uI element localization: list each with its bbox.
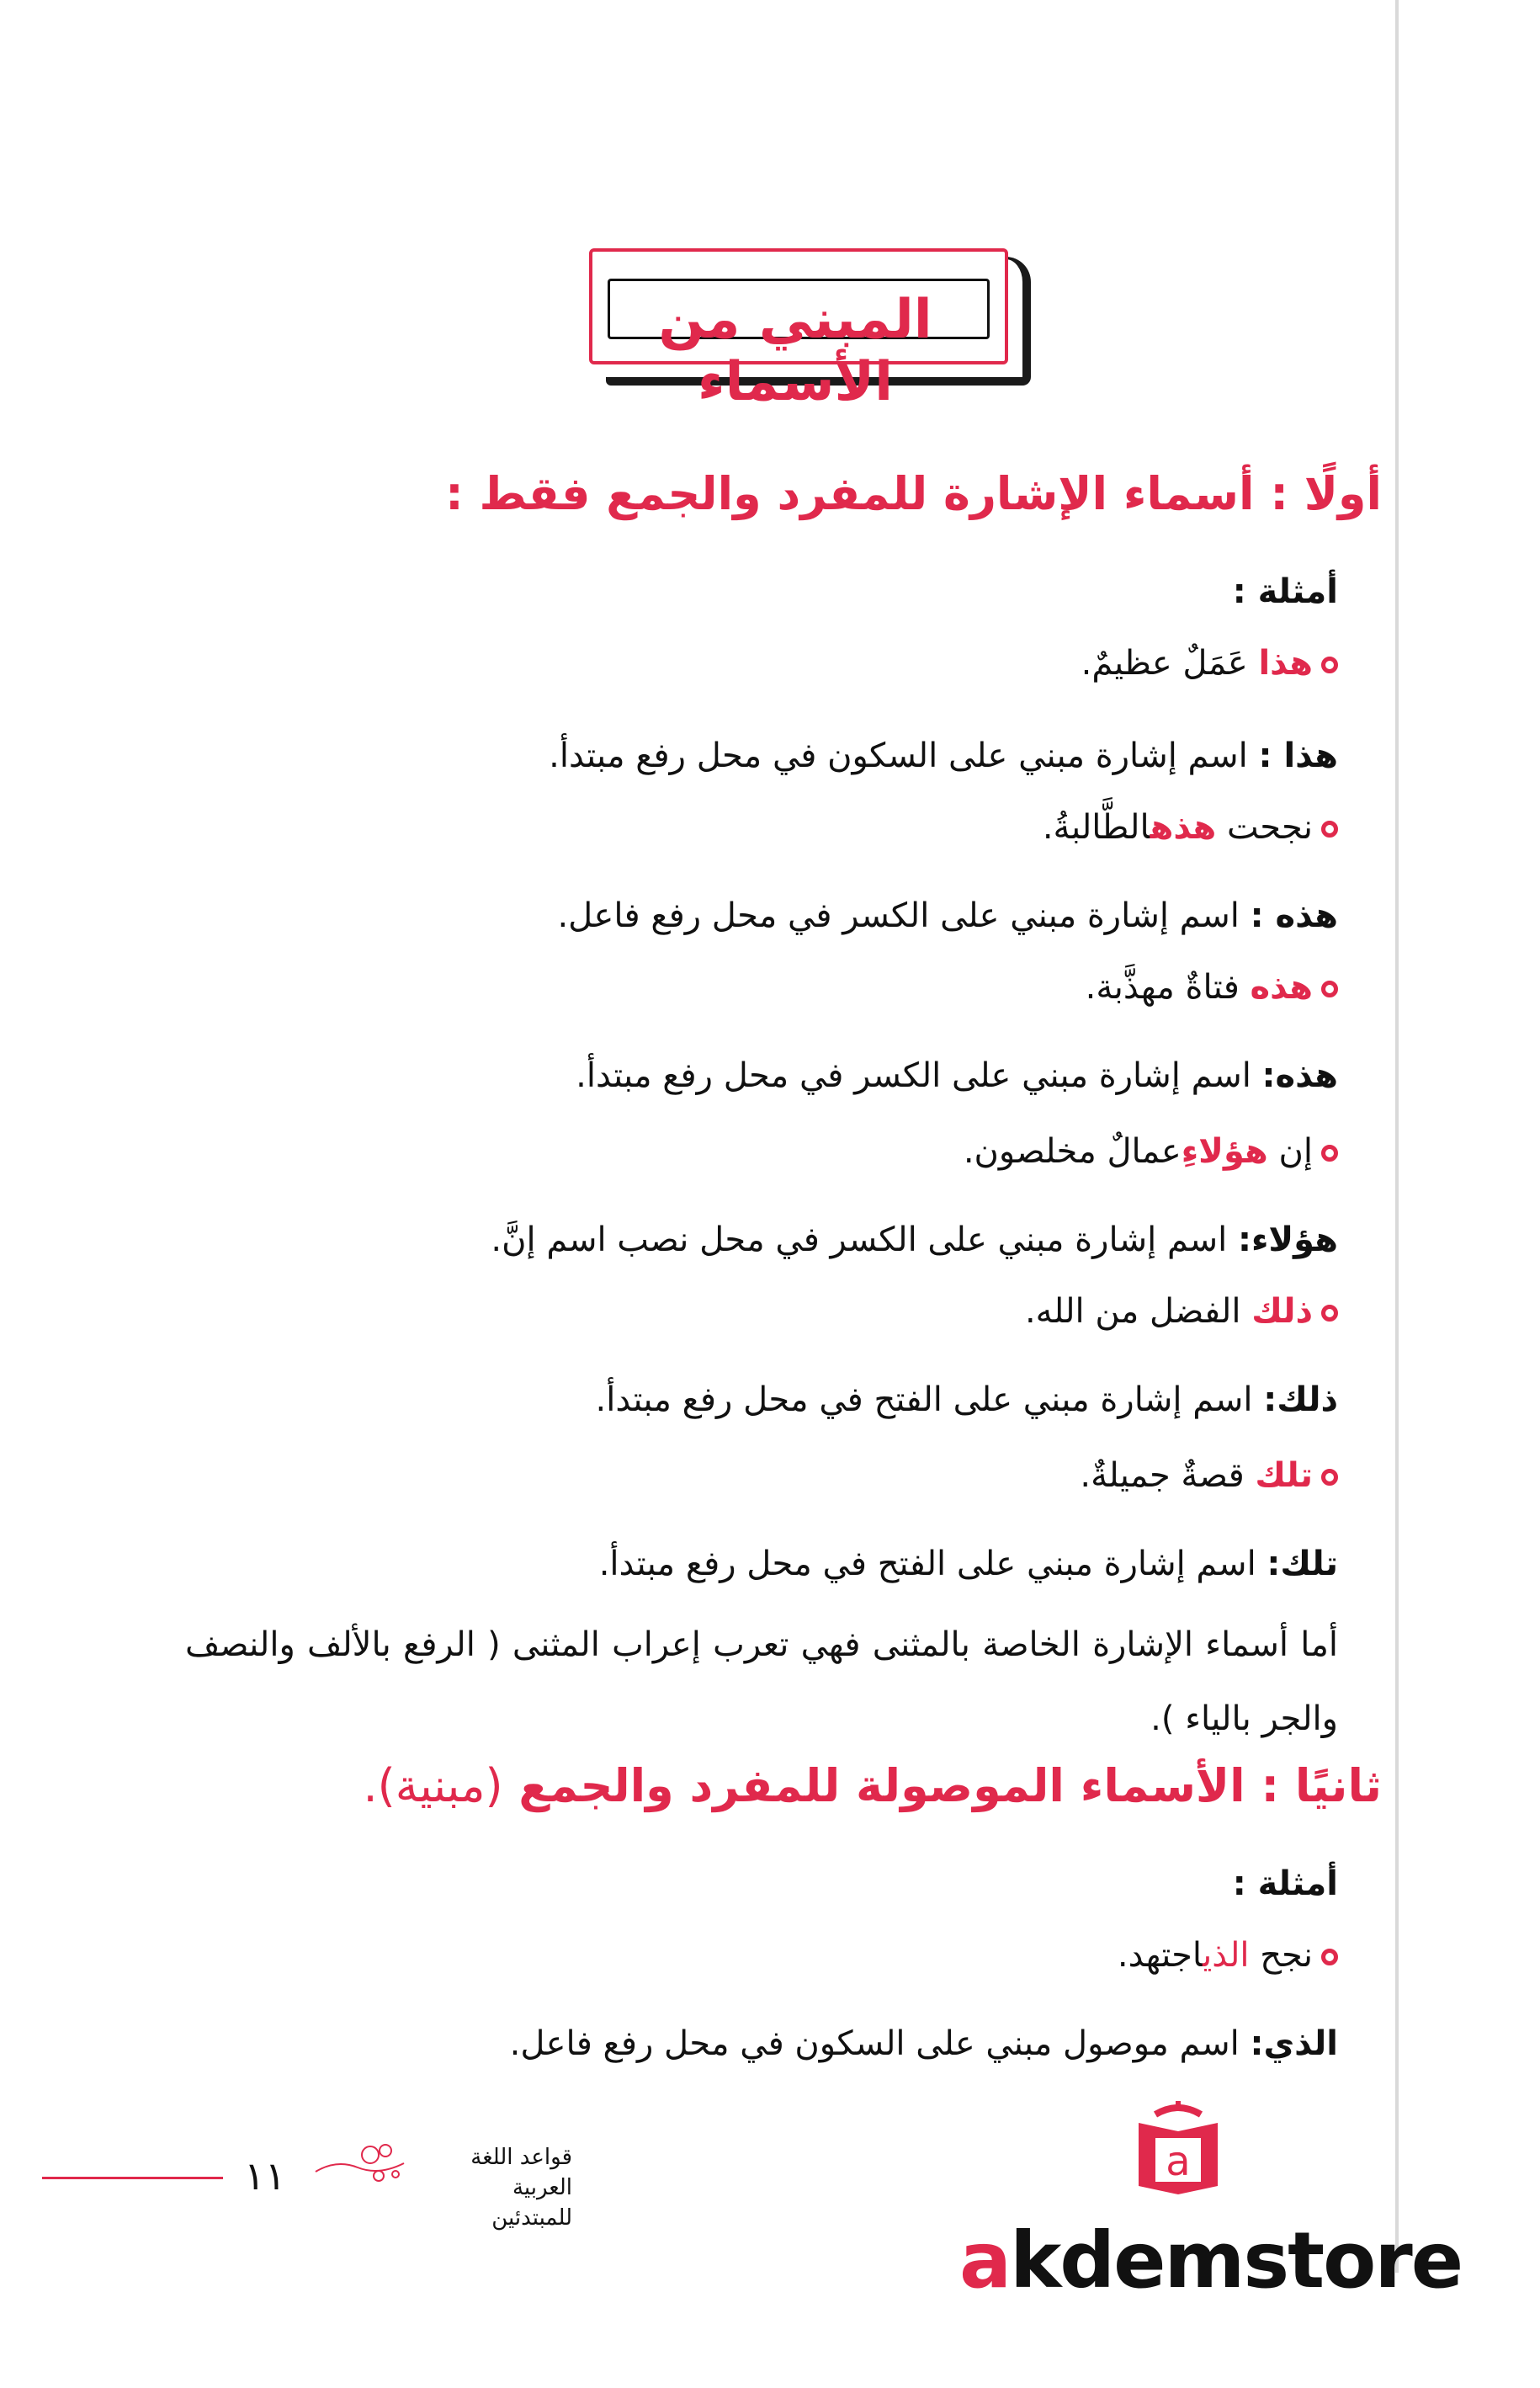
explanation-text: اسم إشارة مبني على الكسر في محل رفع مبتدأ. (576, 1056, 1251, 1095)
dual-note-paragraph: أما أسماء الإشارة الخاصة بالمثنى فهي تعرب إعراب المثنى ( الرفع بالألف والنصف والجر بالياء ). (185, 1625, 1338, 1738)
example-rest: اجتهد. (1117, 1936, 1203, 1975)
example-rest: قصةٌ جميلةٌ. (1080, 1456, 1245, 1495)
page-title: المبني من الأسماء (658, 289, 932, 413)
explanation-word: ذلك: (1263, 1380, 1338, 1419)
example-6 (1080, 1456, 1338, 1495)
demonstrative-word: هذه (1250, 968, 1313, 1007)
akdemstore-logo (959, 2215, 1462, 2306)
bullet-icon (1321, 657, 1338, 673)
page-number: ١١ (244, 2153, 286, 2199)
book-title-line-1: قواعد اللغة العربية (470, 2145, 572, 2200)
example-rest: الفضل من الله. (1024, 1292, 1241, 1331)
book-title (421, 2142, 572, 2233)
example-5 (1025, 1292, 1338, 1331)
demonstrative-word: ذلك (1251, 1292, 1313, 1331)
section-2-examples-label: أمثلة : (1232, 1864, 1338, 1903)
book-title-line-2: للمبتدئين (491, 2205, 572, 2231)
bullet-icon (1321, 821, 1338, 838)
example-4 (964, 1132, 1338, 1171)
logo-badge-letter: a (1166, 2138, 1191, 2185)
explanation-1 (549, 737, 1338, 775)
explanation-word: هذه: (1261, 1056, 1338, 1095)
logo-rest: kdemstore (1010, 2215, 1463, 2306)
explanation-text: اسم إشارة مبني على الكسر في محل رفع فاعل. (557, 896, 1240, 935)
example-pre: نجح (1260, 1936, 1313, 1975)
section-2-heading-paren: (مبنية). (363, 1759, 503, 1812)
bullet-icon (1321, 1145, 1338, 1162)
explanation-6 (599, 1545, 1338, 1583)
example-pre: إن (1278, 1132, 1313, 1171)
explanation-4 (491, 1221, 1338, 1259)
demonstrative-word: هذا (1258, 644, 1313, 683)
explanation-text: اسم إشارة مبني على السكون في محل رفع مبتدأ. (549, 737, 1248, 775)
bullet-icon (1321, 1469, 1338, 1486)
section-2-heading-text: ثانيًا : الأسماء الموصولة للمفرد والجمع (518, 1759, 1382, 1812)
explanation-word: الذي: (1250, 2024, 1338, 2063)
section-1-examples-label: أمثلة : (1232, 572, 1338, 611)
section-2-heading (364, 1759, 1382, 1812)
demonstrative-word: تلك (1255, 1456, 1313, 1495)
example-rest: فتاةٌ مهذَّبة. (1085, 968, 1240, 1007)
bullet-icon (1321, 1949, 1338, 1965)
bullet-icon (1321, 1305, 1338, 1322)
title-box (589, 248, 1031, 413)
explanation-word: هذا : (1258, 737, 1338, 775)
example-rest: عمالٌ مخلصون. (963, 1132, 1182, 1171)
example-3 (1086, 968, 1338, 1007)
explanation-word: تلك: (1267, 1545, 1338, 1583)
floral-flourish-icon (311, 2134, 412, 2193)
section-1-heading: أولًا : أسماء الإشارة للمفرد والجمع فقط : (445, 467, 1382, 520)
example-rest: عَمَلٌ عظيمٌ. (1081, 644, 1248, 683)
explanation-7 (510, 2024, 1338, 2063)
example-pre: نجحت (1226, 808, 1313, 847)
explanation-text: اسم إشارة مبني على الكسر في محل نصب اسم إنَّ. (491, 1221, 1228, 1259)
example-2 (1043, 808, 1338, 847)
relative-pronoun-word: الذي (1203, 1936, 1250, 1975)
explanation-5 (596, 1380, 1338, 1419)
explanation-2 (557, 896, 1338, 935)
page-edge-line (1395, 0, 1399, 2273)
demonstrative-word: هذه (1150, 808, 1217, 847)
akdemstore-book-icon (1130, 2098, 1226, 2199)
logo-letter-a: a (959, 2215, 1011, 2306)
footer-rule (42, 2177, 223, 2179)
explanation-word: هذه : (1250, 896, 1338, 935)
explanation-text: اسم موصول مبني على السكون في محل رفع فاعل. (509, 2024, 1240, 2063)
bullet-icon (1321, 981, 1338, 997)
example-rest: الطَّالبةُ. (1042, 808, 1150, 847)
example-7 (1118, 1936, 1338, 1975)
demonstrative-word: هؤلاءِ (1181, 1132, 1268, 1171)
explanation-word: هؤلاء: (1237, 1221, 1338, 1259)
explanation-text: اسم إشارة مبني على الفتح في محل رفع مبتدأ. (598, 1545, 1256, 1583)
explanation-text: اسم إشارة مبني على الفتح في محل رفع مبتدأ. (595, 1380, 1253, 1419)
explanation-3 (576, 1056, 1338, 1095)
example-1 (1081, 644, 1338, 683)
